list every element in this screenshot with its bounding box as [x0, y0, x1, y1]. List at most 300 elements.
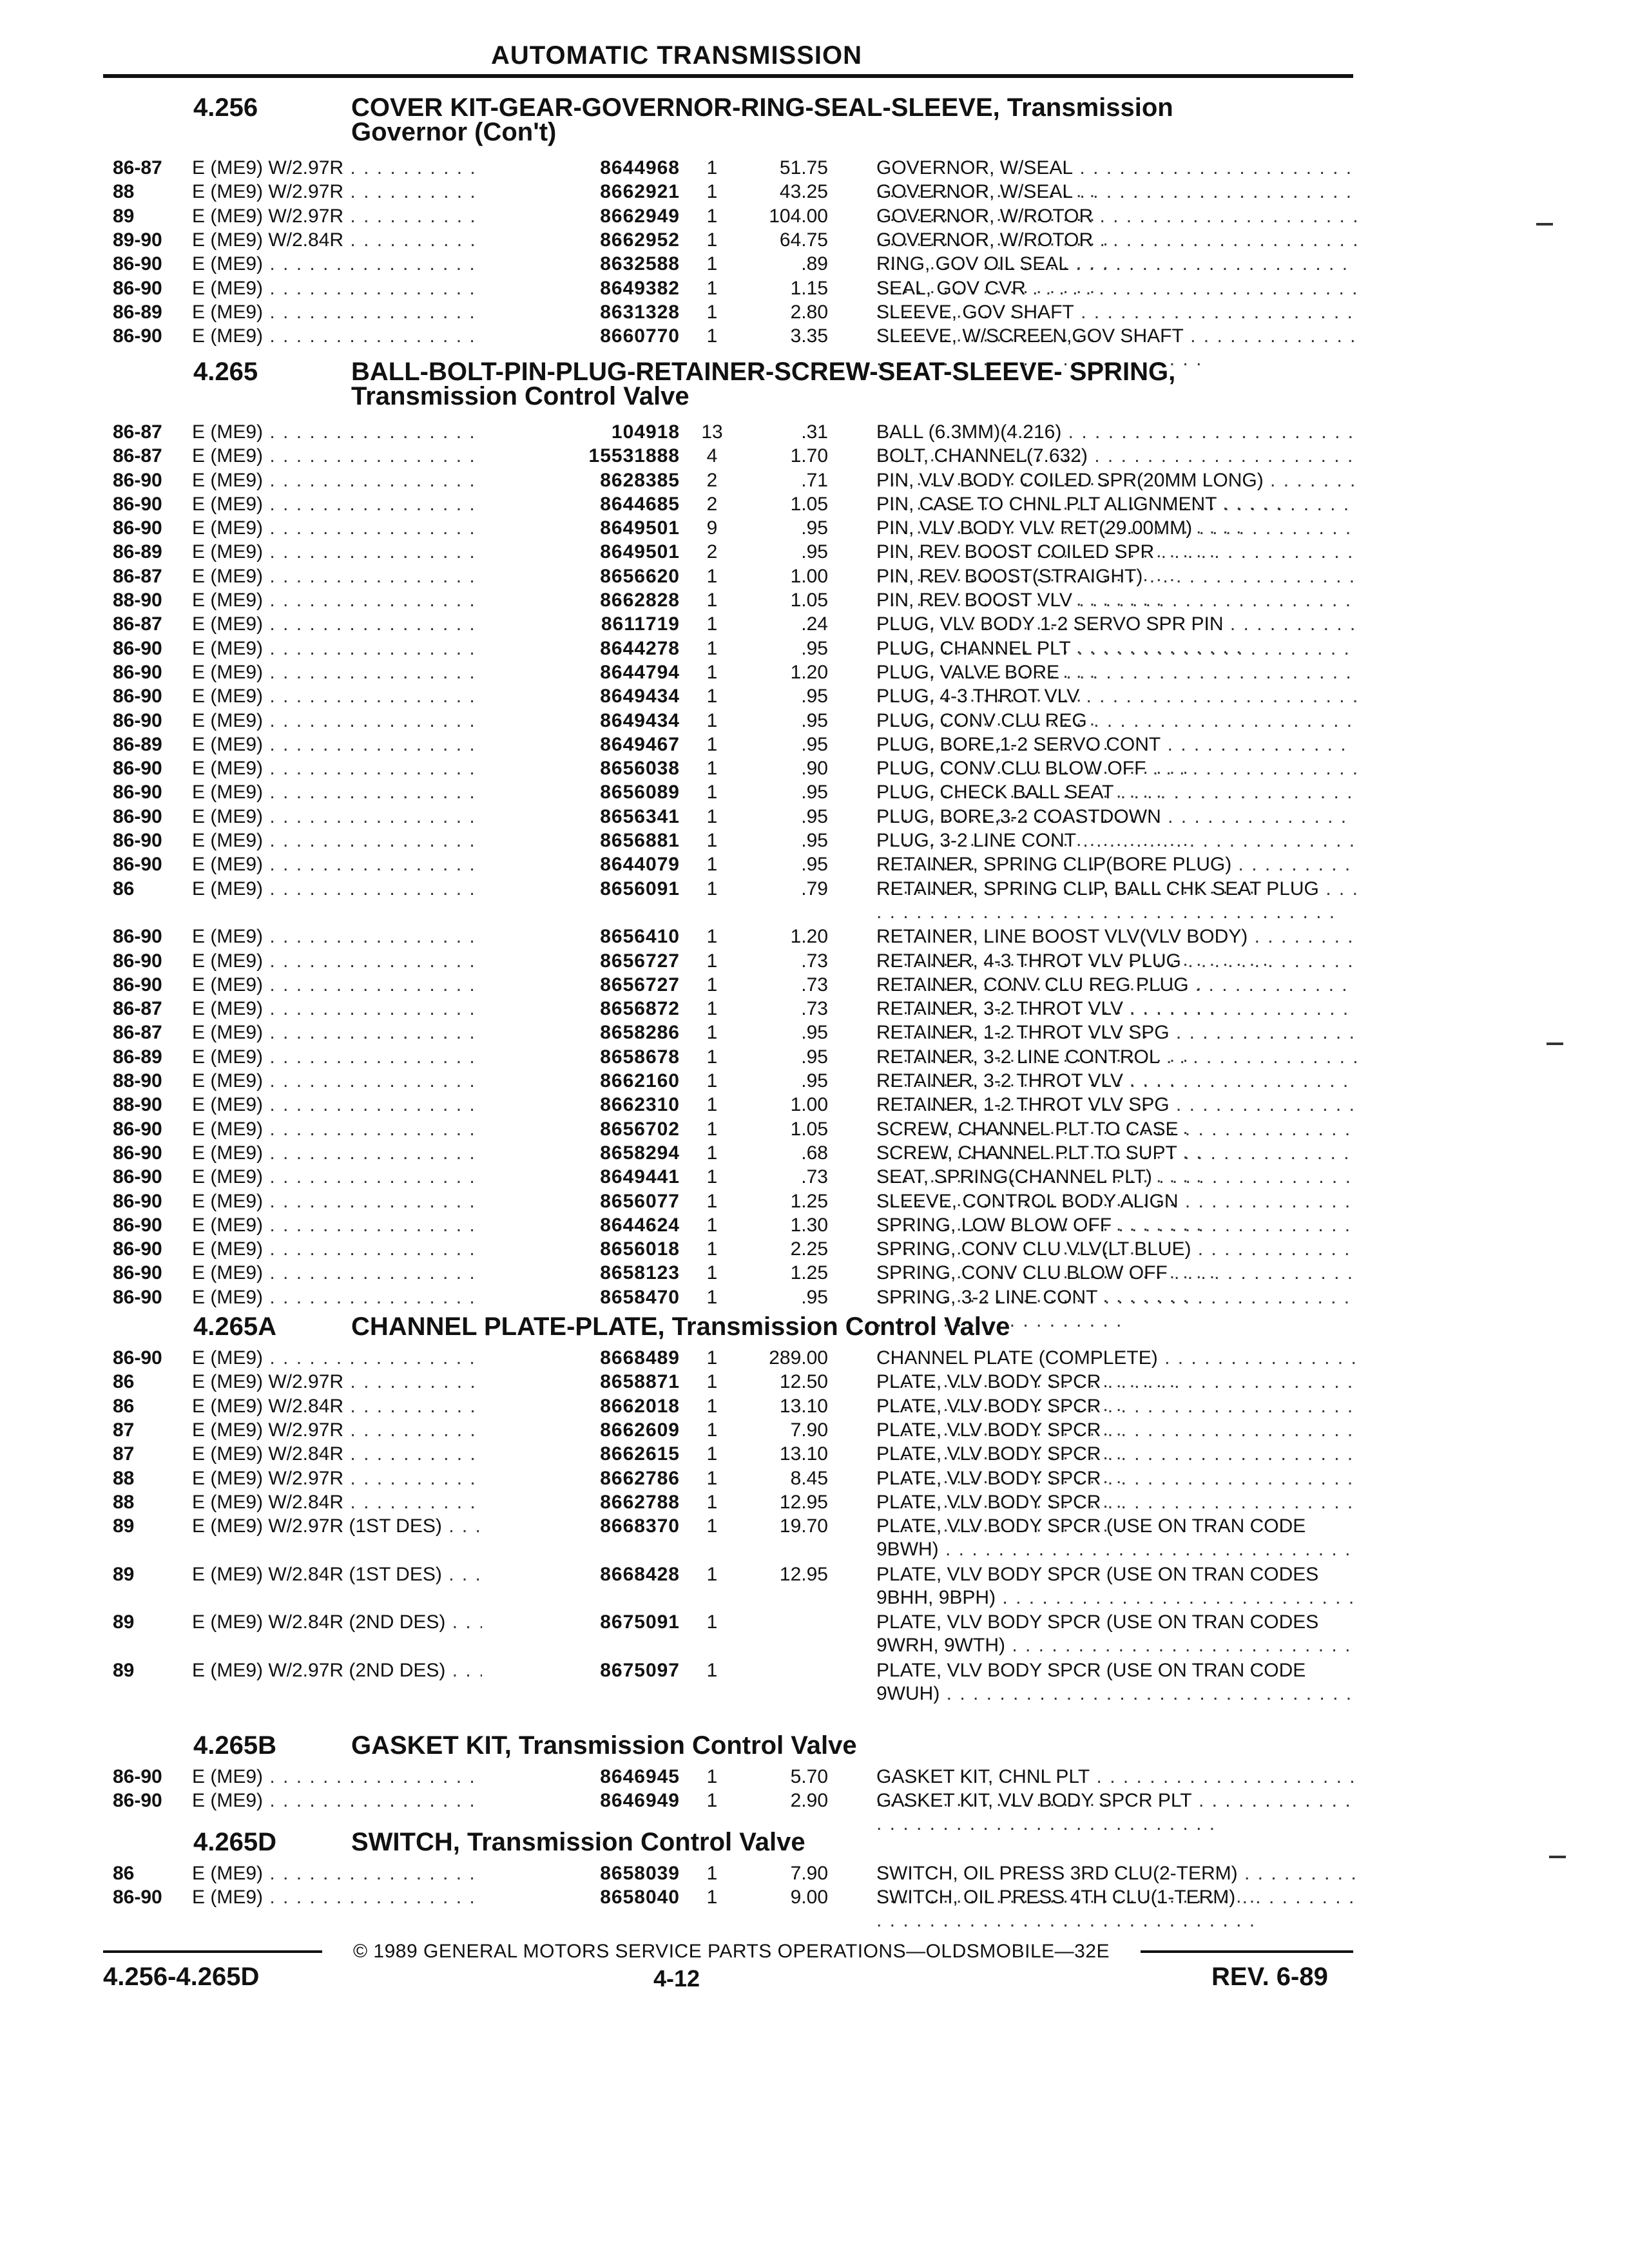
parts-row	[113, 180, 1356, 204]
quantity: 1	[706, 1611, 718, 1633]
price: 1.25	[790, 1191, 828, 1212]
model-code: E (ME9) . . .	[192, 565, 482, 588]
part-number: 8658294	[600, 1142, 680, 1164]
model-code: E (ME9) . . .	[192, 469, 482, 492]
model-year: 86-90	[113, 1766, 162, 1787]
parts-row	[113, 974, 1356, 997]
part-number: 8649467	[600, 734, 680, 755]
model-code: E (ME9) . . .	[192, 445, 482, 468]
model-year: 86-90	[113, 782, 162, 803]
model-year: 87	[113, 1443, 135, 1465]
quantity: 1	[706, 1119, 718, 1140]
parts-row	[113, 493, 1356, 516]
model-year: 86-90	[113, 494, 162, 515]
model-year: 89	[113, 1660, 135, 1681]
quantity: 1	[706, 1419, 718, 1441]
model-year: 89	[113, 1611, 135, 1633]
model-year: 86-87	[113, 157, 162, 178]
section-title	[351, 360, 1356, 408]
part-number: 8646949	[600, 1790, 680, 1811]
quantity: 1	[706, 734, 718, 755]
model-code: E (ME9) . . .	[192, 853, 482, 876]
quantity: 1	[706, 181, 718, 202]
part-description: CHANNEL PLATE (COMPLETE) . . .	[876, 1347, 1360, 1393]
price: .95	[801, 734, 828, 755]
quantity: 1	[706, 566, 718, 587]
model-code: E (ME9) . . .	[192, 589, 482, 612]
model-code: E (ME9) . . .	[192, 925, 482, 948]
parts-row	[113, 445, 1356, 468]
part-number: 8662828	[600, 590, 680, 611]
price: .95	[801, 638, 828, 659]
model-code: E (ME9) . . .	[192, 661, 482, 684]
model-code: E (ME9) . . .	[192, 1093, 482, 1117]
parts-row	[113, 829, 1356, 852]
price: .95	[801, 806, 828, 827]
section-title-text: SWITCH, Transmission Control Valve	[351, 1828, 805, 1856]
model-year: 86-89	[113, 734, 162, 755]
parts-row	[113, 878, 1356, 924]
part-number: 8656620	[600, 566, 680, 587]
parts-row	[113, 157, 1356, 180]
model-year: 86-90	[113, 854, 162, 875]
quantity: 1	[706, 1660, 718, 1681]
part-description: BALL (6.3MM)(4.216) . . .	[876, 421, 1360, 467]
part-number: 8668428	[600, 1564, 680, 1585]
quantity: 2	[706, 541, 718, 562]
quantity: 1	[706, 1396, 718, 1417]
price: .95	[801, 854, 828, 875]
model-year: 86-87	[113, 1022, 162, 1043]
part-number: 8644079	[600, 854, 680, 875]
price: 64.75	[779, 229, 828, 251]
model-code: E (ME9) W/2.97R . . .	[192, 1419, 482, 1442]
parts-row	[113, 1659, 1356, 1706]
model-year: 86-90	[113, 1215, 162, 1236]
parts-row	[113, 1286, 1356, 1309]
model-year: 89	[113, 206, 135, 227]
part-number: 8668370	[600, 1515, 680, 1537]
price: 1.05	[790, 590, 828, 611]
model-code: E (ME9) . . .	[192, 1166, 482, 1189]
part-number: 8656410	[600, 926, 680, 947]
part-description: SEAT, SPRING(CHANNEL PLT) . . .	[876, 1166, 1360, 1212]
price: .73	[801, 1166, 828, 1187]
quantity: 1	[706, 1215, 718, 1236]
edge-mark	[1536, 223, 1553, 226]
parts-row	[113, 853, 1356, 876]
price: 1.05	[790, 494, 828, 515]
section-title-text: COVER KIT-GEAR-GOVERNOR-RING-SEAL-SLEEVE, Transmission	[351, 93, 1173, 122]
quantity: 1	[706, 950, 718, 972]
model-year: 86-90	[113, 926, 162, 947]
part-number: 8658123	[600, 1262, 680, 1283]
price: .31	[801, 421, 828, 443]
quantity: 1	[706, 1022, 718, 1043]
model-code: E (ME9) . . .	[192, 1021, 482, 1044]
parts-row	[113, 757, 1356, 780]
price: 1.25	[790, 1262, 828, 1283]
part-description: RETAINER, 1-2 THROT VLV SPG . . .	[876, 1021, 1360, 1068]
quantity: 4	[706, 445, 718, 466]
part-description: SCREW, CHANNEL PLT TO SUPT . . .	[876, 1142, 1360, 1188]
price: 1.70	[790, 445, 828, 466]
section-title	[351, 1733, 1356, 1758]
model-code: E (ME9) . . .	[192, 1886, 482, 1909]
model-year: 86	[113, 1396, 135, 1417]
price: 3.35	[790, 325, 828, 347]
model-year: 86-87	[113, 421, 162, 443]
model-year: 86-90	[113, 325, 162, 347]
section-title	[351, 1830, 1356, 1854]
quantity: 1	[706, 758, 718, 779]
model-year: 86-90	[113, 1238, 162, 1260]
parts-row	[113, 421, 1356, 444]
part-description: SCREW, CHANNEL PLT TO CASE . . .	[876, 1118, 1360, 1164]
model-code: E (ME9) W/2.84R . . .	[192, 229, 482, 252]
model-code: E (ME9) W/2.84R (2ND DES) . . .	[192, 1611, 482, 1634]
part-number: 8656872	[600, 998, 680, 1019]
model-code: E (ME9) . . .	[192, 1070, 482, 1093]
parts-row	[113, 541, 1356, 564]
part-number: 8649441	[600, 1166, 680, 1187]
model-code: E (ME9) . . .	[192, 1862, 482, 1885]
part-description: PIN, REV BOOST(STRAIGHT) . . .	[876, 565, 1360, 611]
part-description: PLATE, VLV BODY SPCR (USE ON TRAN CODES 9WRH, 9WTH) . . .	[876, 1611, 1360, 1657]
quantity: 1	[706, 229, 718, 251]
parts-row	[113, 1021, 1356, 1044]
part-number: 8656038	[600, 758, 680, 779]
model-code: E (ME9) . . .	[192, 997, 482, 1021]
part-description: GASKET KIT, VLV BODY SPCR PLT . . .	[876, 1789, 1360, 1836]
price: 51.75	[779, 157, 828, 178]
parts-row	[113, 1093, 1356, 1117]
model-year: 86-90	[113, 638, 162, 659]
parts-row	[113, 950, 1356, 973]
model-year: 86-90	[113, 830, 162, 851]
quantity: 1	[706, 662, 718, 683]
price: .73	[801, 998, 828, 1019]
part-description: PLUG, CONV CLU REG . . .	[876, 709, 1360, 756]
part-description: SPRING, CONV CLU VLV(LT BLUE) . . .	[876, 1238, 1360, 1284]
parts-row	[113, 277, 1356, 300]
parts-row	[113, 1347, 1356, 1370]
model-year: 88-90	[113, 1094, 162, 1115]
part-number: 8656702	[600, 1119, 680, 1140]
part-number: 8662786	[600, 1468, 680, 1489]
model-year: 86-90	[113, 1262, 162, 1283]
quantity: 1	[706, 782, 718, 803]
part-description: PIN, CASE TO CHNL PLT ALIGNMENT . . .	[876, 493, 1360, 539]
part-number: 8656089	[600, 782, 680, 803]
part-description: RETAINER, 3-2 THROT VLV . . .	[876, 997, 1360, 1044]
parts-row	[113, 1238, 1356, 1261]
parts-row	[113, 1190, 1356, 1213]
model-year: 88-90	[113, 1070, 162, 1091]
model-code: E (ME9) W/2.84R . . .	[192, 1395, 482, 1418]
price: 289.00	[769, 1347, 828, 1369]
section-number: 4.265	[193, 358, 258, 386]
part-description: GOVERNOR, W/SEAL . . .	[876, 180, 1360, 227]
part-description: PLUG, VLV BODY 1-2 SERVO SPR PIN . . .	[876, 613, 1360, 659]
parts-row	[113, 1142, 1356, 1165]
model-year: 86-90	[113, 662, 162, 683]
part-description: PLUG, BORE,1-2 SERVO CONT . . .	[876, 733, 1360, 780]
model-code: E (ME9) . . .	[192, 974, 482, 997]
price: .89	[801, 253, 828, 274]
model-year: 86	[113, 878, 135, 899]
quantity: 1	[706, 710, 718, 731]
model-year: 86-90	[113, 1790, 162, 1811]
part-number: 8675091	[600, 1611, 680, 1633]
price: .24	[801, 613, 828, 635]
model-code: E (ME9) . . .	[192, 805, 482, 829]
price: .71	[801, 470, 828, 491]
part-number: 8656341	[600, 806, 680, 827]
model-code: E (ME9) W/2.84R (1ST DES) . . .	[192, 1563, 482, 1586]
parts-row	[113, 325, 1356, 348]
section-number: 4.265A	[193, 1312, 276, 1341]
model-code: E (ME9) . . .	[192, 685, 482, 708]
part-description: RETAINER, 1-2 THROT VLV SPG . . .	[876, 1093, 1360, 1140]
model-code: E (ME9) W/2.84R . . .	[192, 1443, 482, 1466]
price: 1.30	[790, 1215, 828, 1236]
model-code: E (ME9) . . .	[192, 1118, 482, 1141]
model-year: 86-90	[113, 710, 162, 731]
part-number: 8660770	[600, 325, 680, 347]
part-number: 8656077	[600, 1191, 680, 1212]
part-number: 8668489	[600, 1347, 680, 1369]
part-description: PLATE, VLV BODY SPCR . . .	[876, 1467, 1360, 1514]
model-year: 86-90	[113, 950, 162, 972]
section-title-text: CHANNEL PLATE-PLATE, Transmission Control Valve	[351, 1312, 1010, 1341]
part-number: 8656091	[600, 878, 680, 899]
parts-row	[113, 1611, 1356, 1657]
part-number: 8644685	[600, 494, 680, 515]
section-title	[351, 95, 1356, 144]
footer-page-number: 4-12	[653, 1965, 700, 1992]
section-subtitle: Governor (Con't)	[351, 118, 557, 146]
part-description: PLATE, VLV BODY SPCR (USE ON TRAN CODE 9WUH) . . .	[876, 1659, 1360, 1706]
model-code: E (ME9) W/2.84R . . .	[192, 1491, 482, 1514]
price: 104.00	[769, 206, 828, 227]
model-year: 86-89	[113, 1046, 162, 1068]
part-number: 8662949	[600, 206, 680, 227]
parts-row	[113, 589, 1356, 612]
part-description: PLATE, VLV BODY SPCR . . .	[876, 1419, 1360, 1465]
part-description: SPRING, LOW BLOW OFF . . .	[876, 1214, 1360, 1260]
price: 5.70	[790, 1766, 828, 1787]
quantity: 1	[706, 854, 718, 875]
quantity: 1	[706, 253, 718, 274]
section-subtitle: Transmission Control Valve	[351, 382, 689, 410]
part-description: RETAINER, 4-3 THROT VLV PLUG . . .	[876, 950, 1360, 996]
parts-row	[113, 637, 1356, 660]
model-year: 86-87	[113, 998, 162, 1019]
part-description: GOVERNOR, W/ROTOR . . .	[876, 205, 1360, 251]
part-description: RING, GOV OIL SEAL . . .	[876, 253, 1360, 299]
model-code: E (ME9) W/2.97R (2ND DES) . . .	[192, 1659, 482, 1682]
part-description: PLATE, VLV BODY SPCR (USE ON TRAN CODE 9BWH) . . .	[876, 1515, 1360, 1561]
quantity: 1	[706, 1443, 718, 1465]
quantity: 1	[706, 1887, 718, 1908]
edge-mark	[1549, 1856, 1566, 1858]
quantity: 1	[706, 1515, 718, 1537]
quantity: 1	[706, 1468, 718, 1489]
part-description: PIN, VLV BODY COILED SPR(20MM LONG) . . .	[876, 469, 1360, 515]
part-number: 8644278	[600, 638, 680, 659]
model-code: E (ME9) . . .	[192, 709, 482, 733]
part-number: 8662952	[600, 229, 680, 251]
part-number: 8662921	[600, 181, 680, 202]
parts-row	[113, 469, 1356, 492]
footer-rule-left	[103, 1950, 322, 1953]
part-description: RETAINER, CONV CLU REG PLUG . . .	[876, 974, 1360, 1020]
footer-copyright: © 1989 GENERAL MOTORS SERVICE PARTS OPERATIONS—OLDSMOBILE—32E	[352, 1941, 1110, 1962]
price: .95	[801, 830, 828, 851]
part-description: PLATE, VLV BODY SPCR . . .	[876, 1395, 1360, 1441]
part-description: RETAINER, LINE BOOST VLV(VLV BODY) . . .	[876, 925, 1360, 972]
quantity: 9	[706, 517, 718, 539]
part-number: 8656727	[600, 974, 680, 995]
model-code: E (ME9) . . .	[192, 637, 482, 660]
parts-row	[113, 1214, 1356, 1237]
part-number: 8656727	[600, 950, 680, 972]
part-number: 8662018	[600, 1396, 680, 1417]
part-number: 8611719	[601, 613, 680, 635]
parts-row	[113, 1563, 1356, 1610]
model-code: E (ME9) . . .	[192, 301, 482, 324]
part-number: 8662609	[600, 1419, 680, 1441]
model-year: 86-90	[113, 253, 162, 274]
part-description: RETAINER, SPRING CLIP(BORE PLUG) . . .	[876, 853, 1360, 899]
part-number: 8644968	[600, 157, 680, 178]
part-description: PLUG, BORE,3-2 COASTDOWN . . .	[876, 805, 1360, 852]
parts-row	[113, 205, 1356, 228]
part-description: GASKET KIT, CHNL PLT . . .	[876, 1765, 1360, 1812]
quantity: 1	[706, 1564, 718, 1585]
part-number: 8658470	[600, 1287, 680, 1308]
quantity: 1	[706, 278, 718, 299]
parts-row	[113, 301, 1356, 324]
parts-row	[113, 1467, 1356, 1490]
part-number: 8632588	[600, 253, 680, 274]
part-number: 8662788	[600, 1492, 680, 1513]
parts-row	[113, 997, 1356, 1021]
model-code: E (ME9) . . .	[192, 1347, 482, 1370]
quantity: 1	[706, 830, 718, 851]
part-description: SPRING, 3-2 LINE CONT . . .	[876, 1286, 1360, 1332]
quantity: 1	[706, 1863, 718, 1884]
section-number: 4.265B	[193, 1731, 276, 1760]
edge-mark	[1547, 1043, 1563, 1045]
model-year: 89	[113, 1564, 135, 1585]
price: 1.00	[790, 566, 828, 587]
model-year: 86-90	[113, 974, 162, 995]
quantity: 2	[706, 470, 718, 491]
price: 7.90	[790, 1863, 828, 1884]
part-description: RETAINER, SPRING CLIP, BALL CHK SEAT PLUG . . .	[876, 878, 1360, 924]
price: 7.90	[790, 1419, 828, 1441]
quantity: 1	[706, 1287, 718, 1308]
price: 1.20	[790, 662, 828, 683]
quantity: 1	[706, 1347, 718, 1369]
part-description: PIN, REV BOOST COILED SPR . . .	[876, 541, 1360, 587]
quantity: 1	[706, 1371, 718, 1392]
part-number: 8658040	[600, 1887, 680, 1908]
model-year: 86-90	[113, 1347, 162, 1369]
parts-row	[113, 1262, 1356, 1285]
model-code: E (ME9) . . .	[192, 781, 482, 804]
section-title-text: GASKET KIT, Transmission Control Valve	[351, 1731, 857, 1760]
model-code: E (ME9) . . .	[192, 878, 482, 901]
model-code: E (ME9) . . .	[192, 1214, 482, 1237]
price: 43.25	[779, 181, 828, 202]
price: .68	[801, 1142, 828, 1164]
parts-row	[113, 1886, 1356, 1909]
price: .95	[801, 1046, 828, 1068]
model-year: 86-90	[113, 470, 162, 491]
header-rule	[103, 74, 1353, 78]
model-year: 86-87	[113, 566, 162, 587]
part-description: PLUG, CHECK BALL SEAT . . .	[876, 781, 1360, 827]
quantity: 1	[706, 806, 718, 827]
model-code: E (ME9) . . .	[192, 1789, 482, 1812]
price: 12.95	[779, 1492, 828, 1513]
price: 2.25	[790, 1238, 828, 1260]
parts-row	[113, 1070, 1356, 1093]
model-code: E (ME9) . . .	[192, 950, 482, 973]
part-description: SWITCH, OIL PRESS 4TH CLU(1-TERM) . . .	[876, 1886, 1360, 1932]
part-description: PLUG, CONV CLU BLOW OFF . . .	[876, 757, 1360, 803]
parts-row	[113, 1862, 1356, 1885]
part-description: PIN, REV BOOST VLV . . .	[876, 589, 1360, 635]
quantity: 1	[706, 302, 718, 323]
model-code: E (ME9) W/2.97R . . .	[192, 205, 482, 228]
quantity: 1	[706, 1166, 718, 1187]
model-code: E (ME9) . . .	[192, 829, 482, 852]
parts-row	[113, 925, 1356, 948]
model-code: E (ME9) W/2.97R . . .	[192, 1370, 482, 1394]
parts-row	[113, 781, 1356, 804]
quantity: 13	[701, 421, 723, 443]
part-number: 8644794	[600, 662, 680, 683]
part-description: RETAINER, 3-2 THROT VLV . . .	[876, 1070, 1360, 1116]
model-year: 86-90	[113, 686, 162, 707]
part-number: 8649501	[600, 541, 680, 562]
part-description: GOVERNOR, W/ROTOR . . .	[876, 229, 1360, 275]
price: .95	[801, 782, 828, 803]
price: 12.95	[779, 1564, 828, 1585]
quantity: 1	[706, 686, 718, 707]
price: .95	[801, 541, 828, 562]
part-number: 8658871	[600, 1371, 680, 1392]
price: 13.10	[779, 1396, 828, 1417]
parts-row	[113, 565, 1356, 588]
parts-row	[113, 1765, 1356, 1789]
part-number: 8662615	[600, 1443, 680, 1465]
parts-row	[113, 661, 1356, 684]
part-number: 8662310	[600, 1094, 680, 1115]
model-year: 86-89	[113, 302, 162, 323]
quantity: 1	[706, 1142, 718, 1164]
parts-row	[113, 517, 1356, 540]
model-year: 86-90	[113, 1287, 162, 1308]
quantity: 1	[706, 590, 718, 611]
parts-row	[113, 1395, 1356, 1418]
price: .73	[801, 950, 828, 972]
model-year: 88	[113, 1468, 135, 1489]
